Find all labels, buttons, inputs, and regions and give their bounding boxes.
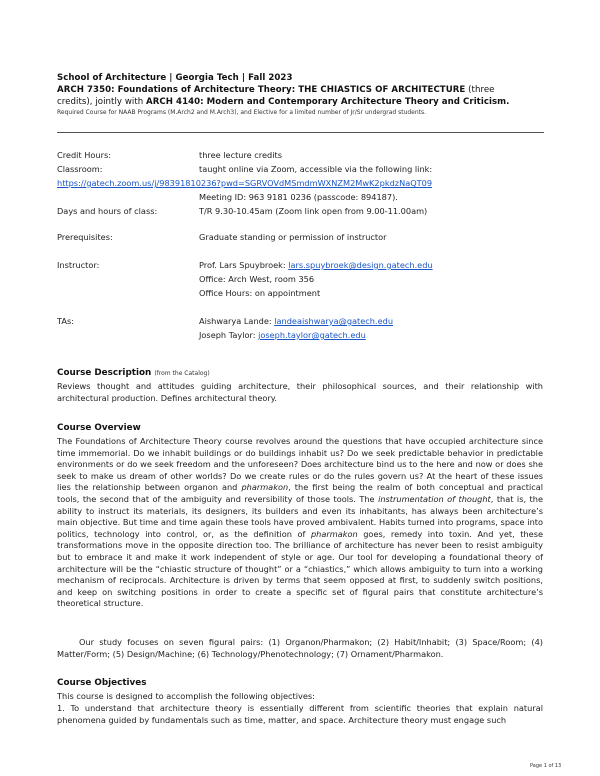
figural-pairs-text: Our study focuses on seven figural pairs: (1) Organon/Pharmakon; (2) Habit/Inhabit; (3) Space/Room; (4) Matter/Form; (5) Design/Machine; (6) Technology/Phenotechnology; (7) Ornament/Pharmakon. xyxy=(57,637,543,659)
credits-note-cont: credits), jointly with xyxy=(57,97,147,107)
instructor-name: Prof. Lars Spuybroek: xyxy=(199,260,289,270)
course-objectives-heading: Course Objectives xyxy=(57,678,147,688)
joint-course-line xyxy=(57,97,509,107)
overview-text-d: goes, remedy into toxin. And yet, these transformations move in the opposite direction too. The brilliance of architecture has never been to resist ambiguity but to embrace it and make it work independent of style or age. Our tool for developing a foundational theory of architecture will be the “chiastic structure of thought” or a “chiastics,” which allows ambiguity to turn into a working mechanism of reciprocals. Architecture is driven by terms that seem opposed at first, to suddenly switch positions, and keep on switching positions in order to create a specific set of figural pairs that constitute architecture’s theoretical structure. xyxy=(57,528,544,609)
course-description-heading xyxy=(57,368,210,378)
instructor-label: Instructor: xyxy=(57,260,100,270)
classroom-value: taught online via Zoom, accessible via the following link: xyxy=(199,164,433,174)
credit-hours-label: Credit Hours: xyxy=(57,150,111,160)
prerequisites-value: Graduate standing or permission of instructor xyxy=(199,232,387,242)
header-divider xyxy=(57,132,544,133)
joint-course-title: ARCH 4140: Modern and Contemporary Architecture Theory and Criticism. xyxy=(146,97,510,107)
days-hours-label: Days and hours of class: xyxy=(57,206,158,216)
ta1-email-link[interactable]: landeaishwarya@gatech.edu xyxy=(274,316,394,326)
course-overview-heading: Course Overview xyxy=(57,423,141,433)
ta1-line xyxy=(199,316,393,326)
ta2-email-link[interactable]: joseph.taylor@gatech.edu xyxy=(258,330,366,340)
overview-text-b: , the first being the realm of both conceptual and practical tools, the second that of the ambiguity and reversibility of those tools. The xyxy=(57,482,544,504)
course-title: ARCH 7350: Foundations of Architecture Theory: THE CHIASTICS OF ARCHITECTURE xyxy=(57,85,466,95)
ta1-name: Aishwarya Lande: xyxy=(199,316,275,326)
ta2-name: Joseph Taylor: xyxy=(199,330,259,340)
instructor-email-link[interactable]: lars.spuybroek@design.gatech.edu xyxy=(288,260,433,270)
instructor-office-hours: Office Hours: on appointment xyxy=(199,288,321,298)
objective-item-1: 1. To understand that architecture theory is essentially different from scientific theories that explain natural phenomena guided by fundamentals such as time, matter, and space. Architecture theory must engage such xyxy=(57,703,543,725)
course-overview-paragraph xyxy=(57,436,543,610)
ta2-line xyxy=(199,330,366,340)
course-description-title: Course Description xyxy=(57,368,152,378)
course-description-note: (from the Catalog) xyxy=(154,370,210,377)
overview-text-a: The Foundations of Architecture Theory course revolves around the questions that have occupied architecture since time immemorial. Do we inhabit buildings or do buildings inhabit us? Do we seek predictable behavior in predictable environments or do we seek freedom and the unforeseen? Does architecture bind us to the here and now or does she seek to make us dream of other worlds? Do we create rules or do the rules govern us? At the heart of these issues lies the relationship between organon and xyxy=(57,436,543,493)
required-course-note: Required Course for NAAB Programs (M.Arch2 and M.Arch3), and Elective for a limited number of Jr/Sr undergrad students. xyxy=(57,109,427,116)
meeting-id: Meeting ID: 963 9181 0236 (passcode: 894187). xyxy=(199,192,398,202)
prerequisites-label: Prerequisites: xyxy=(57,232,113,242)
days-hours-value: T/R 9.30-10.45am (Zoom link open from 9.00-11.00am) xyxy=(199,206,428,216)
credit-hours-value: three lecture credits xyxy=(199,150,282,160)
tas-label: TAs: xyxy=(57,316,74,326)
school-heading: School of Architecture | Georgia Tech | Fall 2023 xyxy=(57,73,293,83)
course-description-text: Reviews thought and attitudes guiding architecture, their philosophical sources, and their relationship with architectural production. Defines architectural theory. xyxy=(57,381,543,403)
overview-pharmakon-2: pharmakon xyxy=(310,528,358,539)
instructor-line xyxy=(199,260,433,270)
course-title-line xyxy=(57,85,495,95)
instructor-office: Office: Arch West, room 356 xyxy=(199,274,315,284)
overview-text-c: , that is, the ability to instruct its materials, its designers, its builders and even its inhabitants, has always been architecture’s main objective. But time and time again these tools have proved ambivalent. Habits turned into programs, space into politics, technology into control, or, as the definition of xyxy=(57,493,543,539)
objectives-intro: This course is designed to accomplish the following objectives: xyxy=(57,691,315,701)
page-number: Page 1 of 13 xyxy=(530,763,562,769)
figural-pairs-paragraph xyxy=(57,637,543,660)
classroom-label: Classroom: xyxy=(57,164,103,174)
overview-instrumentation: instrumentation of thought xyxy=(378,493,491,504)
credits-note: (three xyxy=(465,85,495,95)
zoom-link[interactable]: https://gatech.zoom.us/j/98391810236?pwd=SGRVOVdMSmdmWXNZM2MwK2pkdzNaQT09 xyxy=(57,178,433,188)
overview-pharmakon: pharmakon xyxy=(241,482,289,493)
